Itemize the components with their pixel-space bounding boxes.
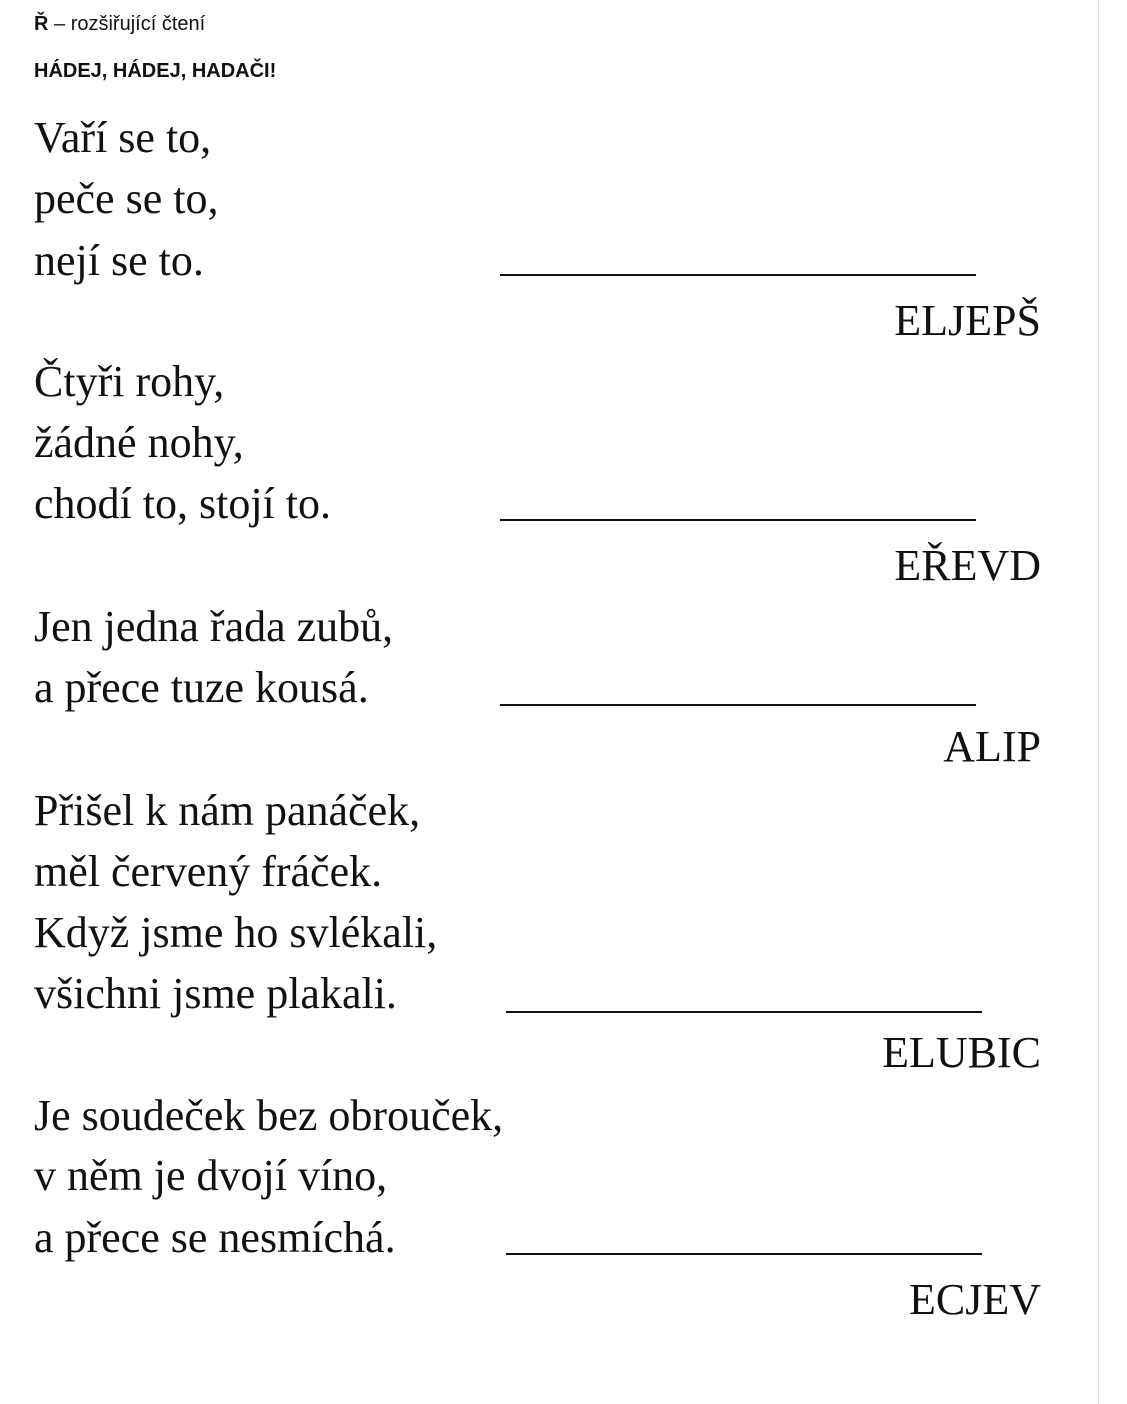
scrambled-word: ELUBIC: [882, 1028, 1041, 1077]
header-letter: Ř: [34, 13, 49, 35]
answer-blank[interactable]: [500, 519, 976, 521]
riddle-line: Vaří se to,: [34, 113, 212, 162]
scrambled-word: ALIP: [943, 722, 1041, 771]
scrambled-word: ECJEV: [909, 1275, 1041, 1324]
page-edge-divider: [1098, 0, 1099, 1404]
riddle-line: v něm je dvojí víno,: [34, 1151, 388, 1200]
riddle-line: měl červený fráček.: [34, 847, 383, 896]
riddle-line: Je soudeček bez obrouček,: [34, 1091, 504, 1140]
riddle-line: žádné nohy,: [34, 418, 244, 467]
riddle-line: nejí se to.: [34, 236, 204, 285]
header-topic: – rozšiřující čtení: [54, 13, 206, 35]
answer-blank[interactable]: [506, 1253, 982, 1255]
riddle-line: všichni jsme plakali.: [34, 969, 397, 1018]
riddle-line: chodí to, stojí to.: [34, 479, 331, 528]
worksheet-title: HÁDEJ, HÁDEJ, HADAČI!: [34, 60, 277, 82]
answer-blank[interactable]: [500, 274, 976, 276]
riddle-line: a přece se nesmíchá.: [34, 1213, 396, 1262]
riddle-line: a přece tuze kousá.: [34, 663, 369, 712]
riddle-line: peče se to,: [34, 174, 219, 223]
answer-blank[interactable]: [506, 1011, 982, 1013]
riddle-line: Čtyři rohy,: [34, 357, 225, 406]
scrambled-word: EŘEVD: [894, 541, 1041, 590]
riddle-line: Když jsme ho svlékali,: [34, 908, 438, 957]
riddle-line: Přišel k nám panáček,: [34, 786, 421, 835]
scrambled-word: ELJEPŠ: [894, 296, 1041, 345]
answer-blank[interactable]: [500, 704, 976, 706]
riddle-line: Jen jedna řada zubů,: [34, 602, 394, 651]
section-header: [34, 12, 205, 36]
